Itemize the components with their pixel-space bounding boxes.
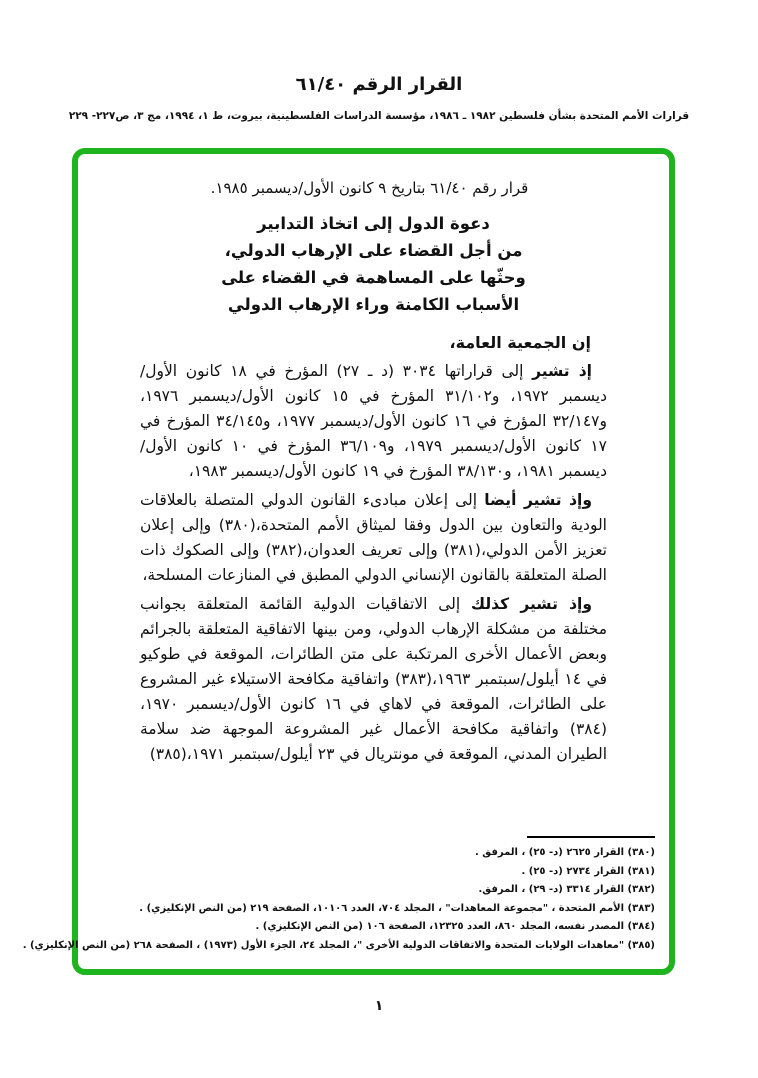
preamble-opening: إن الجمعية العامة،	[449, 333, 591, 352]
footnote: (٣٨٠) القرار ٢٦٢٥ (د- ٢٥) ، المرفق .	[475, 847, 655, 858]
paragraph-text: إلى الاتفاقيات الدولية القائمة المتعلقة بجوانب مختلفة من مشكلة الإرهاب الدولي، ومن بينها الاتفاقية المتعلقة بالجرائم وبعض الأعمال الأخرى المرتكبة على متن الطائرات، الموقعة في طوكيو في ١٤ أيلول/سبتمبر ١٩٦٣،(٣٨٣) واتفاقية مكافحة الاستيلاء غير المشروع على الطائرات، الموقعة في لاهاي في ١٦ كانون الأول/ديسمبر ١٩٧٠،(٣٨٤) واتفاقية مكافحة الأعمال غير المشروعة الموجهة ضد سلامة الطيران المدني، الموقعة في مونتريال في ٢٣ أيلول/سبتمبر ١٩٧١،(٣٨٥)	[140, 595, 607, 763]
preamble-paragraph	[140, 359, 607, 484]
source-citation: قرارات الأمم المتحدة بشأن فلسطين ١٩٨٢ ـ ١٩٨٦، مؤسسة الدراسات الفلسطينية، بيروت، ط ١، ١٩٩٤، مج ٣، ص٢٢٧- ٢٢٩	[68, 110, 690, 122]
resolution-body	[78, 154, 669, 767]
paragraph-lead: وإذ تشير أيضا	[484, 491, 593, 509]
resolution-title-line: من أجل القضاء على الإرهاب الدولي،	[224, 241, 523, 260]
resolution-title-line: الأسباب الكامنة وراء الإرهاب الدولي	[227, 295, 520, 314]
paragraph-text: إلى قراراتها ٣٠٣٤ (د ـ ٢٧) المؤرخ في ١٨ كانون الأول/ديسمبر ١٩٧٢، و٣١/١٠٢ المؤرخ في ١٥ كانون الأول/ديسمبر ١٩٧٦، و٣٢/١٤٧ المؤرخ في ١٦ كانون الأول/ديسمبر ١٩٧٧، و٣٤/١٤٥ المؤرخ في ١٧ كانون الأول/ديسمبر ١٩٧٩، و٣٦/١٠٩ المؤرخ في ١٠ كانون الأول/ديسمبر ١٩٨١، و٣٨/١٣٠ المؤرخ في ١٩ كانون الأول/ديسمبر ١٩٨٣،	[140, 362, 608, 480]
document-frame	[22, 148, 675, 975]
footnote: (٣٨٢) القرار ٣٣١٤ (د- ٢٩) ، المرفق.	[478, 884, 655, 895]
footnote-separator	[527, 836, 655, 838]
footnote: (٣٨٥) "معاهدات الولايات المتحدة والاتفاقات الدولية الأخرى "، المجلد ٢٤، الجزء الأول (١٩٧٣) ، الصفحة ٢٦٨ (من النص الإنكليزي) .	[22, 939, 655, 951]
resolution-date-line: قرار رقم ٦١/٤٠ بتاريخ ٩ كانون الأول/ديسمبر ١٩٨٥.	[210, 179, 529, 197]
resolution-title-line: وحثّها على المساهمة في القضاء على	[221, 268, 526, 287]
paragraph-text: إلى إعلان مبادىء القانون الدولي المتصلة بالعلاقات الودية والتعاون بين الدول وفقا لميثاق الأمم المتحدة،(٣٨٠) وإلى إعلان تعزيز الأمن الدولي،(٣٨١) وإلى تعريف العدوان،(٣٨٢) وإلى الصكوك ذات الصلة المتعلقة بالقانون الإنساني الدولي المطبق في المنازعات المسلحة،	[140, 491, 607, 584]
footnote: (٣٨٤) المصدر نفسه، المجلد ٨٦٠، العدد ١٢٣٢٥، الصفحة ١٠٦ (من النص الإنكليزي) .	[255, 921, 655, 932]
page-number: ١	[374, 998, 384, 1014]
resolution-title-line: دعوة الدول إلى اتخاذ التدابير	[257, 214, 490, 233]
page-title: القرار الرقم ٦١/٤٠	[295, 74, 463, 95]
paragraph-lead: وإذ تشير كذلك	[470, 595, 592, 613]
resolution-title-block	[140, 210, 607, 318]
paragraph-lead: إذ تشير	[532, 362, 592, 380]
footnote: (٣٨٣) الأمم المتحدة ، "مجموعة المعاهدات" ، المجلد ٧٠٤، العدد ١٠١٠٦، الصفحة ٢١٩ (من النص الإنكليزي) .	[139, 902, 655, 914]
preamble-paragraph	[140, 592, 607, 767]
preamble-paragraph	[140, 488, 607, 588]
footnotes-section	[22, 836, 663, 955]
footnote: (٣٨١) القرار ٢٧٣٤ (د- ٢٥) .	[521, 865, 655, 877]
